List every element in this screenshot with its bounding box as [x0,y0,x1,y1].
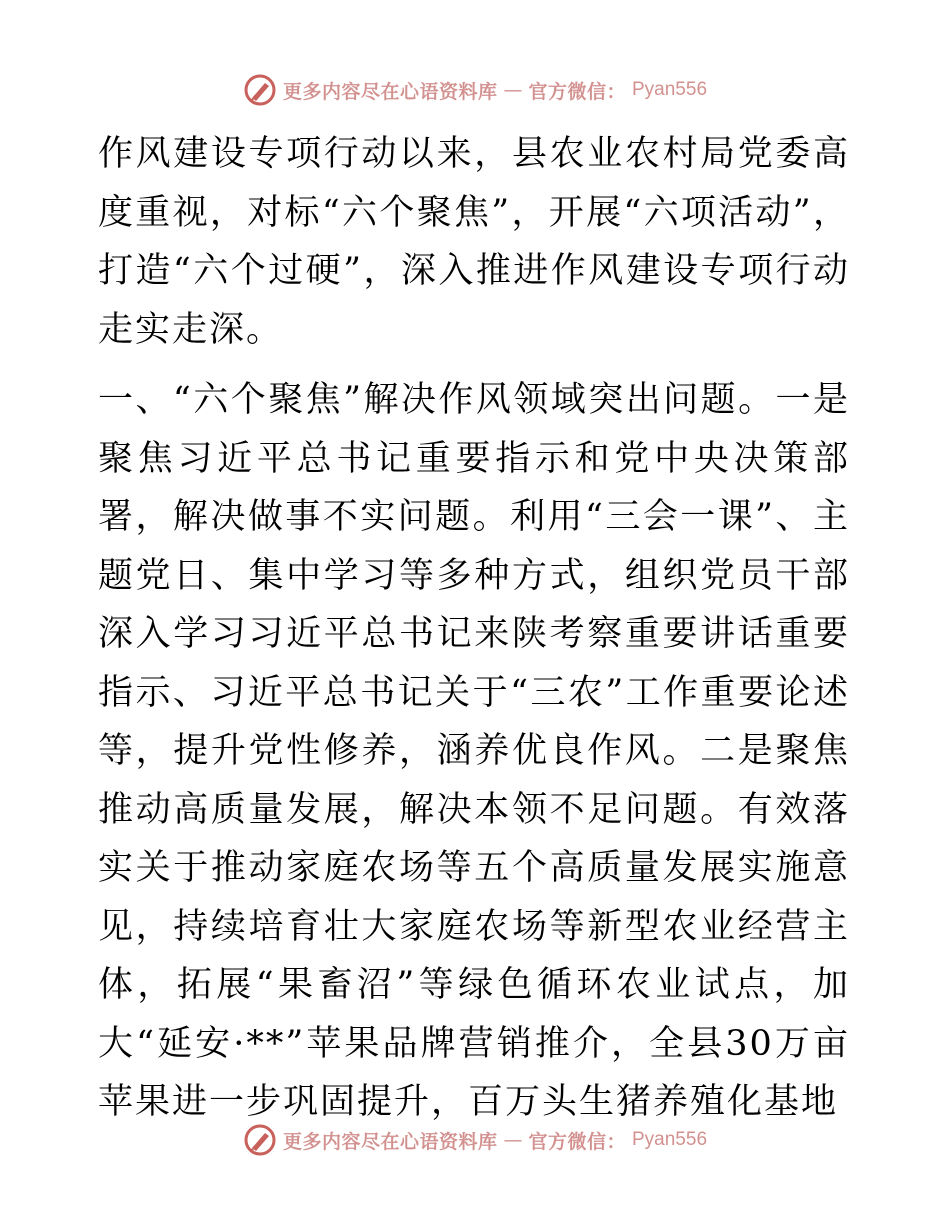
paragraph-section-one: 一、“六个聚焦”解决作风领域突出问题。一是聚焦习近平总书记重要指示和党中央决策部署，解决做事不实问题。利用“三会一课”、主题党日、集中学习等多种方式，组织党员干部深入学习习近平总书记来陕考察重要讲话重要指示、习近平总书记关于“三农”工作重要论述等，提升党性修养，涵养优良作风。二是聚焦推动高质量发展，解决本领不足问题。有效落实关于推动家庭农场等五个高质量发展实施意见，持续培育壮大家庭农场等新型农业经营主体，拓展“果畜沼”等绿色循环农业试点，加大“延安·**”苹果品牌营销推介，全县30万亩苹果进一步巩固提升，百万头生猪养殖化基地 [98,380,850,1122]
watermark-separator: — [503,79,523,101]
pen-logo-icon [243,1123,277,1157]
header-watermark [0,70,950,110]
pen-logo-icon [243,73,277,107]
watermark-separator: — [503,1129,523,1151]
watermark-contact-label: 官方微信： [528,1130,626,1153]
watermark-site-text: 更多内容尽在心语资料库 [282,1130,498,1153]
footer-watermark [0,1120,950,1160]
watermark-site-text: 更多内容尽在心语资料库 [282,80,498,103]
document-body [98,125,850,1132]
paragraph-intro: 作风建设专项行动以来，县农业农村局党委高度重视，对标“六个聚焦”，开展“六项活动”，打造“六个过硬”，深入推进作风建设专项行动走实走深。 [98,134,850,350]
watermark-contact-id: Pyan556 [632,79,708,100]
watermark-contact-id: Pyan556 [632,1129,708,1150]
watermark-contact-label: 官方微信： [528,80,626,103]
